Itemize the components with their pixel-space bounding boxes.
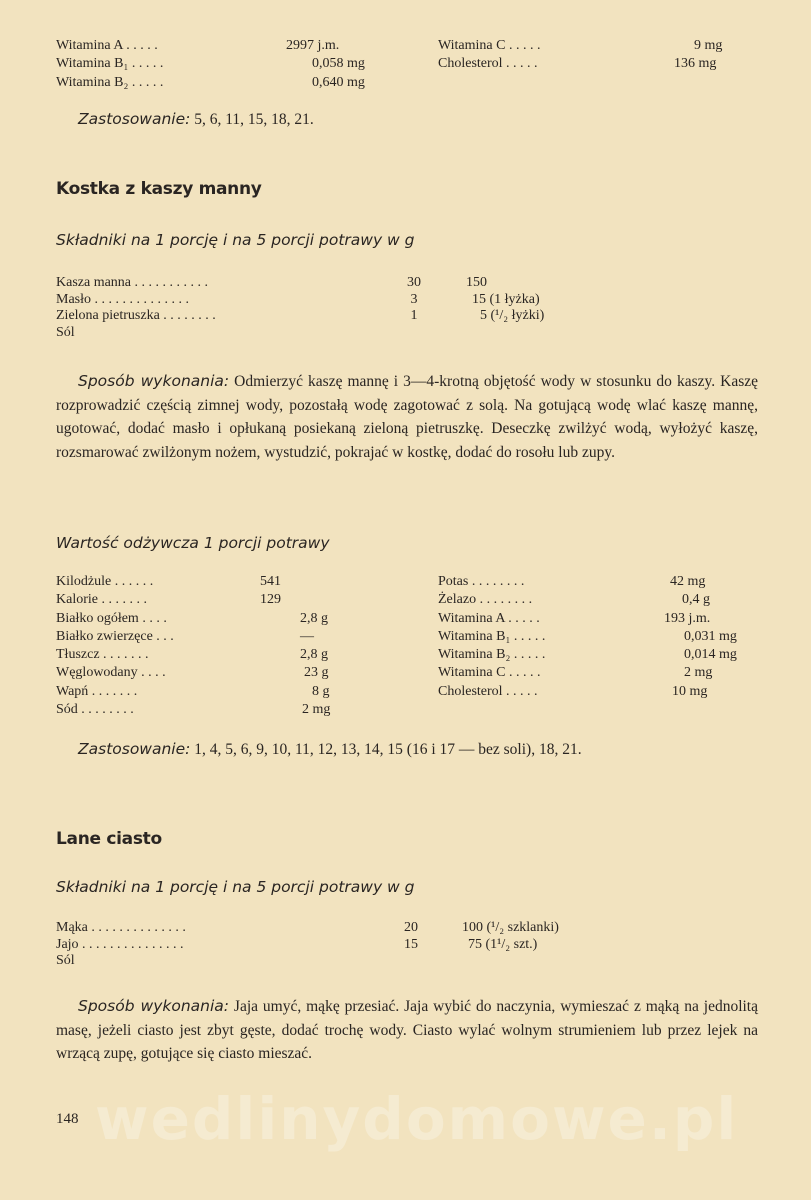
method-lead: Sposób wykonania: [78, 372, 230, 390]
top-usage [78, 108, 758, 131]
ingredients-heading: Składniki na 1 porcję i na 5 porcji potrawy w g [56, 878, 415, 896]
nutrition-row [56, 610, 396, 628]
ingredients-list [56, 274, 656, 340]
nutrition-row [438, 646, 758, 664]
ingredient-qty-1: 3 [410, 291, 418, 307]
nutrition-row [438, 610, 758, 628]
ingredient-qty-5: 100 (¹/₂ szklanki) [462, 920, 559, 935]
nutrition-row [438, 573, 758, 591]
nutrition-row [56, 591, 396, 609]
nutrition-value: 9 mg [694, 38, 723, 53]
nutrition-label: Kilodżule . . . . . . [56, 574, 154, 589]
nutrition-value: 0,058 mg [312, 56, 365, 72]
ingredient-name: Mąka . . . . . . . . . . . . . . [56, 920, 186, 935]
ingredient-name: Sól [56, 324, 75, 340]
nutrition-value: — [300, 628, 314, 644]
nutrition-label: Białko ogółem . . . . [56, 610, 167, 626]
top-nutrition-right [438, 37, 758, 74]
nutrition-value: 2997 j.m. [286, 38, 340, 53]
ingredient-name: Sól [56, 953, 75, 968]
nutrition-label: Tłuszcz . . . . . . . [56, 647, 149, 663]
ingredient-qty-1: 30 [407, 275, 421, 290]
nutrition-row [438, 628, 758, 646]
nutrition-row [56, 646, 396, 664]
nutrition-label: Potas . . . . . . . . [438, 574, 525, 589]
ingredient-qty-5: 75 (1¹/₂ szt.) [468, 936, 538, 952]
nutrition-value: 2 mg [684, 665, 713, 681]
ingredient-qty-1: 1 [410, 308, 418, 323]
usage-text: 1, 4, 5, 6, 9, 10, 11, 12, 13, 14, 15 (16 i 17 — bez soli), 18, 21. [190, 741, 582, 758]
nutrition-right [438, 573, 758, 701]
ingredient-row [56, 936, 656, 953]
nutrition-row [438, 664, 758, 682]
nutrition-row [438, 683, 758, 701]
ingredient-name: Masło . . . . . . . . . . . . . . [56, 291, 189, 307]
ingredient-row [56, 919, 656, 936]
method-text: Odmierzyć kaszę mannę i 3—4-krotną objętość wody w stosunku do kaszy. Kaszę rozprowadzić częścią zimnej wody, pozostałą wodę zagotować z solą. Na gotującą wodę wlać kaszę mannę, ugotować, dodać masło i opłukaną posiekaną zieloną pietruszkę. Deseczkę zwilżyć wodą, wyłożyć kaszę, rozsmarować zwilżonym nożem, wystudzić, pokrajać w kostkę, dodać do rosołu lub zupy. [56, 373, 758, 461]
nutrition-label: Witamina B₂ . . . . . [438, 647, 546, 663]
nutrition-value: 0,014 mg [684, 647, 737, 663]
ingredient-qty-5: 15 (1 łyżka) [472, 291, 540, 307]
nutrition-label: Witamina B₂ . . . . . [56, 74, 164, 90]
ingredient-qty-1: 20 [404, 920, 418, 935]
method-paragraph [56, 370, 758, 464]
nutrition-row [56, 55, 396, 73]
method-lead: Sposób wykonania: [78, 997, 229, 1015]
ingredient-qty-5: 150 [466, 275, 487, 290]
nutrition-label: Żelazo . . . . . . . . [438, 592, 533, 608]
method-text: Jaja umyć, mąkę przesiać. Jaja wybić do naczynia, wymieszać z mąką na jednolitą masę, jeżeli ciasto jest zbyt gęste, dodać trochę wody. Ciasto wylać wolnym strumieniem lub przez lejek na wrzącą zupę, gotujące się ciasto mieszać. [56, 998, 758, 1062]
nutrition-label: Cholesterol . . . . . [438, 56, 538, 72]
nutrition-row [56, 74, 396, 92]
nutrition-label: Wapń . . . . . . . [56, 683, 138, 699]
nutrition-row [56, 573, 396, 591]
nutrition-row [56, 701, 396, 719]
ingredient-qty-5: 5 (¹/₂ łyżki) [480, 308, 545, 323]
nutrition-label: Białko zwierzęce . . . [56, 628, 174, 644]
usage-lead: Zastosowanie: [78, 740, 191, 758]
method-paragraph [56, 995, 758, 1066]
nutrition-label: Sód . . . . . . . . [56, 702, 134, 718]
nutrition-heading: Wartość odżywcza 1 porcji potrawy [56, 534, 330, 552]
recipe-title: Kostka z kaszy manny [56, 179, 262, 199]
nutrition-value: 2 mg [302, 702, 331, 718]
ingredient-name: Zielona pietruszka . . . . . . . . [56, 308, 216, 323]
nutrition-label: Witamina C . . . . . [438, 38, 541, 53]
nutrition-value: 136 mg [674, 56, 717, 72]
nutrition-label: Kalorie . . . . . . . [56, 592, 147, 608]
nutrition-row [56, 628, 396, 646]
ingredient-row [56, 952, 656, 969]
watermark: wedlinydomowe.pl [95, 1085, 739, 1153]
nutrition-value: 0,640 mg [312, 74, 365, 90]
nutrition-label: Witamina B₁ . . . . . [56, 56, 164, 72]
nutrition-left [56, 573, 396, 719]
ingredients-list [56, 919, 656, 969]
nutrition-value: 129 [260, 592, 281, 608]
nutrition-row [438, 55, 758, 73]
nutrition-label: Węglowodany . . . . [56, 665, 166, 681]
usage-lead: Zastosowanie: [78, 110, 191, 128]
ingredient-row [56, 307, 656, 324]
nutrition-value: 8 g [312, 683, 330, 699]
nutrition-row [56, 683, 396, 701]
ingredients-heading: Składniki na 1 porcję i na 5 porcji potrawy w g [56, 231, 415, 249]
nutrition-value: 10 mg [672, 683, 708, 699]
ingredient-row [56, 324, 656, 341]
nutrition-value: 42 mg [670, 574, 706, 589]
nutrition-value: 541 [260, 574, 281, 589]
usage-text: 5, 6, 11, 15, 18, 21. [190, 111, 314, 128]
top-nutrition-left [56, 37, 396, 92]
ingredient-name: Kasza manna . . . . . . . . . . . [56, 275, 209, 290]
nutrition-row [56, 37, 396, 55]
nutrition-value: 2,8 g [300, 610, 328, 626]
nutrition-label: Witamina B₁ . . . . . [438, 628, 546, 644]
page-number: 148 [56, 1111, 79, 1127]
nutrition-row [56, 664, 396, 682]
nutrition-label: Witamina C . . . . . [438, 665, 541, 681]
nutrition-label: Witamina A . . . . . [56, 38, 158, 53]
nutrition-value: 0,031 mg [684, 628, 737, 644]
usage-paragraph [56, 738, 758, 761]
ingredient-row [56, 274, 656, 291]
nutrition-row [438, 591, 758, 609]
ingredient-qty-1: 15 [404, 936, 418, 952]
nutrition-value: 0,4 g [682, 592, 710, 608]
nutrition-label: Witamina A . . . . . [438, 610, 540, 626]
nutrition-value: 23 g [304, 665, 329, 681]
nutrition-label: Cholesterol . . . . . [438, 683, 538, 699]
ingredient-name: Jajo . . . . . . . . . . . . . . . [56, 936, 184, 952]
nutrition-value: 2,8 g [300, 647, 328, 663]
ingredient-row [56, 291, 656, 308]
recipe-title: Lane ciasto [56, 829, 162, 849]
nutrition-value: 193 j.m. [664, 610, 711, 626]
nutrition-row [438, 37, 758, 55]
